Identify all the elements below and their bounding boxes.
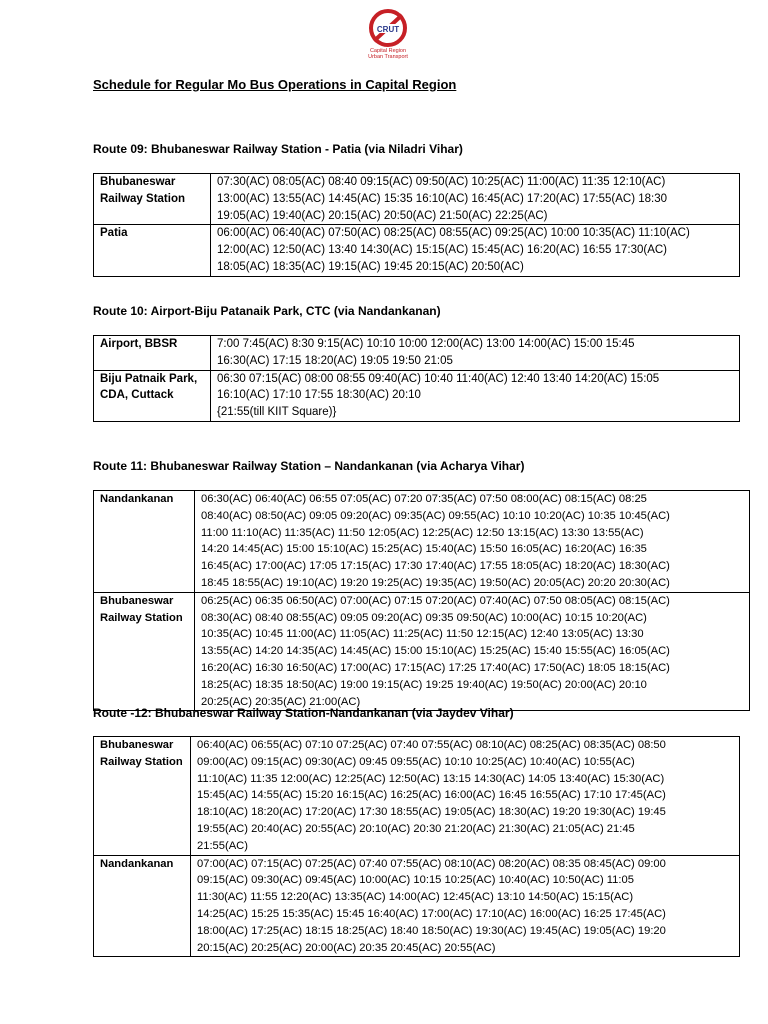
table-row	[94, 174, 740, 225]
departure-times: 07:30(AC) 08:05(AC) 08:40 09:15(AC) 09:50(AC) 10:25(AC) 11:00(AC) 11:35 12:10(AC) 13:00(AC) 13:55(AC) 14:45(AC) 15:35 16:10(AC) 16:45(AC) 17:20(AC) 17:55(AC) 18:30 19:05(AC) 19:40(AC) 20:15(AC) 20:50(AC) 21:50(AC) 22:25(AC)	[211, 174, 740, 225]
route-12-table	[93, 736, 740, 957]
table-row	[94, 491, 750, 593]
table-row	[94, 225, 740, 276]
logo-line-1: Capital Region	[369, 48, 407, 54]
table-row	[94, 737, 740, 856]
stop-name: Biju Patnaik Park, CDA, Cuttack	[94, 370, 211, 421]
departure-times: 06:00(AC) 06:40(AC) 07:50(AC) 08:25(AC) 08:55(AC) 09:25(AC) 10:00 10:35(AC) 11:10(AC) 12:00(AC) 12:50(AC) 13:40 14:30(AC) 15:15(AC) 15:45(AC) 16:20(AC) 16:55 17:30(AC) 18:05(AC) 18:35(AC) 19:15(AC) 19:45 20:15(AC) 20:50(AC)	[211, 225, 740, 276]
logo-line-2: Urban Transport	[368, 54, 408, 60]
crut-logo	[356, 8, 420, 70]
departure-times: 07:00(AC) 07:15(AC) 07:25(AC) 07:40 07:55(AC) 08:10(AC) 08:20(AC) 08:35 08:45(AC) 09:00 09:15(AC) 09:30(AC) 09:45(AC) 10:00(AC) 10:15 10:25(AC) 10:40(AC) 10:50(AC) 11:05 11:30(AC) 11:55 12:20(AC) 13:35(AC) 14:00(AC) 12:45(AC) 13:10 14:50(AC) 15:15(AC) 14:25(AC) 15:25 15:35(AC) 15:45 16:40(AC) 17:00(AC) 17:10(AC) 16:00(AC) 16:25 17:45(AC) 18:00(AC) 17:25(AC) 18:15 18:25(AC) 18:40 18:50(AC) 19:30(AC) 19:45(AC) 19:05(AC) 19:20 20:15(AC) 20:25(AC) 20:00(AC) 20:35 20:45(AC) 20:55(AC)	[191, 855, 740, 957]
departure-times: 7:00 7:45(AC) 8:30 9:15(AC) 10:10 10:00 12:00(AC) 13:00 14:00(AC) 15:00 15:45 16:30(AC) 17:15 18:20(AC) 19:05 19:50 21:05	[211, 336, 740, 371]
table-row	[94, 592, 750, 711]
page-title: Schedule for Regular Mo Bus Operations in Capital Region	[93, 77, 457, 92]
departure-times: 06:30 07:15(AC) 08:00 08:55 09:40(AC) 10:40 11:40(AC) 12:40 13:40 14:20(AC) 15:05 16:10(AC) 17:10 17:55 18:30(AC) 20:10 {21:55(till KIIT Square)}	[211, 370, 740, 421]
route-10-heading: Route 10: Airport-Biju Patanaik Park, CTC (via Nandankanan)	[93, 304, 441, 318]
stop-name: Patia	[94, 225, 211, 276]
departure-times: 06:30(AC) 06:40(AC) 06:55 07:05(AC) 07:20 07:35(AC) 07:50 08:00(AC) 08:15(AC) 08:25 08:40(AC) 08:50(AC) 09:05 09:20(AC) 09:35(AC) 09:55(AC) 10:10 10:20(AC) 10:35 10:45(AC) 11:00 11:10(AC) 11:35(AC) 11:50 12:05(AC) 12:25(AC) 12:50 13:15(AC) 13:30 13:55(AC) 14:20 14:45(AC) 15:00 15:10(AC) 15:25(AC) 15:40(AC) 15:50 16:05(AC) 16:20(AC) 16:35 16:45(AC) 17:00(AC) 17:05 17:15(AC) 17:30 17:40(AC) 17:55 18:05(AC) 18:20(AC) 18:30(AC) 18:45 18:55(AC) 19:10(AC) 19:20 19:25(AC) 19:35(AC) 19:50(AC) 20:05(AC) 20:20 20:30(AC)	[195, 491, 750, 593]
stop-name: Airport, BBSR	[94, 336, 211, 371]
table-row	[94, 336, 740, 371]
stop-name: Nandankanan	[94, 491, 195, 593]
route-10-table	[93, 335, 740, 422]
route-09-table	[93, 173, 740, 277]
stop-name: Nandankanan	[94, 855, 191, 957]
stop-name: Bhubaneswar Railway Station	[94, 592, 195, 711]
stop-name: Bhubaneswar Railway Station	[94, 737, 191, 856]
logo-wordmark: CRUT	[376, 25, 400, 34]
stop-name: Bhubaneswar Railway Station	[94, 174, 211, 225]
route-11-table	[93, 490, 750, 711]
departure-times: 06:25(AC) 06:35 06:50(AC) 07:00(AC) 07:15 07:20(AC) 07:40(AC) 07:50 08:05(AC) 08:15(AC) 08:30(AC) 08:40 08:55(AC) 09:05 09:20(AC) 09:35 09:50(AC) 10:00(AC) 10:15 10:20(AC) 10:35(AC) 10:45 11:00(AC) 11:05(AC) 11:25(AC) 11:50 12:15(AC) 12:40 13:05(AC) 13:30 13:55(AC) 14:20 14:35(AC) 14:45(AC) 15:00 15:10(AC) 15:25(AC) 15:40 15:55(AC) 16:05(AC) 16:20(AC) 16:30 16:50(AC) 17:00(AC) 17:15(AC) 17:25 17:40(AC) 17:50(AC) 18:05 18:15(AC) 18:25(AC) 18:35 18:50(AC) 19:00 19:15(AC) 19:25 19:40(AC) 19:50(AC) 20:00(AC) 20:10 20:25(AC) 20:35(AC) 21:00(AC)	[195, 592, 750, 711]
table-row	[94, 855, 740, 957]
crut-logo-icon	[363, 8, 413, 48]
route-11-heading: Route 11: Bhubaneswar Railway Station – Nandankanan (via Acharya Vihar)	[93, 459, 525, 473]
departure-times: 06:40(AC) 06:55(AC) 07:10 07:25(AC) 07:40 07:55(AC) 08:10(AC) 08:25(AC) 08:35(AC) 08:50 09:00(AC) 09:15(AC) 09:30(AC) 09:45 09:55(AC) 10:10 10:25(AC) 10:40(AC) 10:55(AC) 11:10(AC) 11:35 12:00(AC) 12:25(AC) 12:50(AC) 13:15 14:30(AC) 14:05 13:40(AC) 15:30(AC) 15:45(AC) 14:55(AC) 15:20 16:15(AC) 16:25(AC) 16:00(AC) 16:45 16:55(AC) 17:10 17:45(AC) 18:10(AC) 18:20(AC) 17:20(AC) 17:30 18:55(AC) 19:05(AC) 18:30(AC) 19:20 19:30(AC) 19:45 19:55(AC) 20:40(AC) 20:55(AC) 20:10(AC) 20:30 21:20(AC) 21:30(AC) 21:05(AC) 21:45 21:55(AC)	[191, 737, 740, 856]
route-09-heading: Route 09: Bhubaneswar Railway Station - Patia (via Niladri Vihar)	[93, 142, 463, 156]
table-row	[94, 370, 740, 421]
route-12-heading: Route -12: Bhubaneswar Railway Station-Nandankanan (via Jaydev Vihar)	[93, 706, 514, 720]
